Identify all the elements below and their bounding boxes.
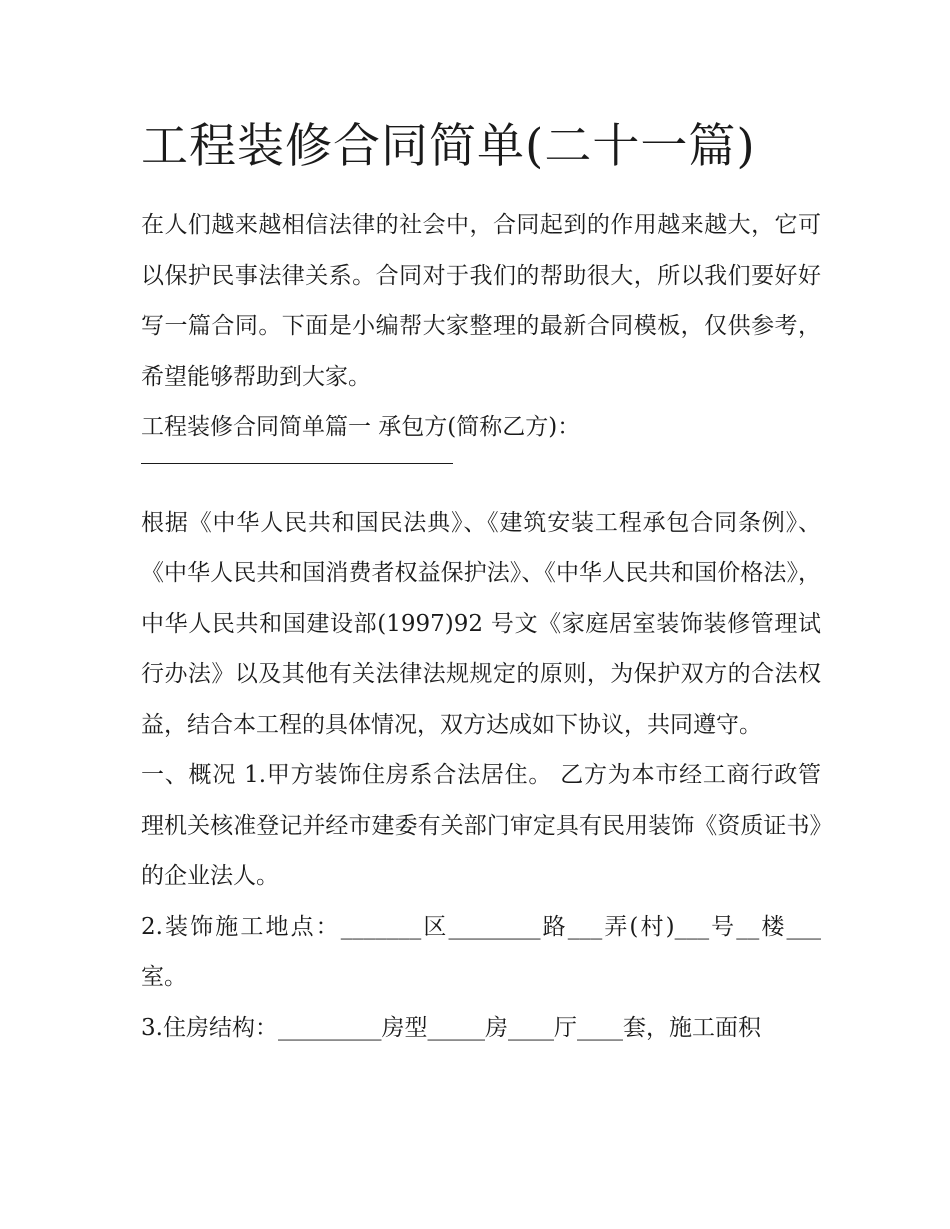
paragraph-overview: 一、概况 1.甲方装饰住房系合法居住。 乙方为本市经工商行政管理机关核准登记并经市建委有关部门审定具有民用装饰《资质证书》的企业法人。 xyxy=(141,762,821,889)
document-title: 工程装修合同简单(二十一篇) xyxy=(141,119,756,174)
paragraph-intro: 在人们越来越相信法律的社会中，合同起到的作用越来越大，它可以保护民事法律关系。合同对于我们的帮助很大，所以我们要好好写一篇合同。下面是小编帮大家整理的最新合同模板，仅供参考，希望能够帮助到大家。 xyxy=(141,212,821,390)
paragraph-legal-basis: 根据《中华人民共和国民法典》、《建筑安装工程承包合同条例》、《中华人民共和国消费者权益保护法》、《中华人民共和国价格法》，中华人民共和国建设部(1997)92 号文《家庭居室装饰装修管理试行办法》以及其他有关法律法规规定的原则，为保护双方的合法权益，结合本工程的具体情况，双方达成如下协议，共同遵守。 xyxy=(141,509,821,738)
paragraph-structure: 3.住房结构：_________房型_____房____厅____套，施工面积 xyxy=(141,1014,761,1041)
paragraph-address: 2.装饰施工地点：_______区________路___弄(村)___号__楼___室。 xyxy=(141,913,821,990)
paragraph-contractor: 工程装修合同简单篇一 承包方(简称乙方)： xyxy=(141,414,581,440)
signature-blank-line xyxy=(141,463,453,464)
document-body xyxy=(141,200,821,1053)
